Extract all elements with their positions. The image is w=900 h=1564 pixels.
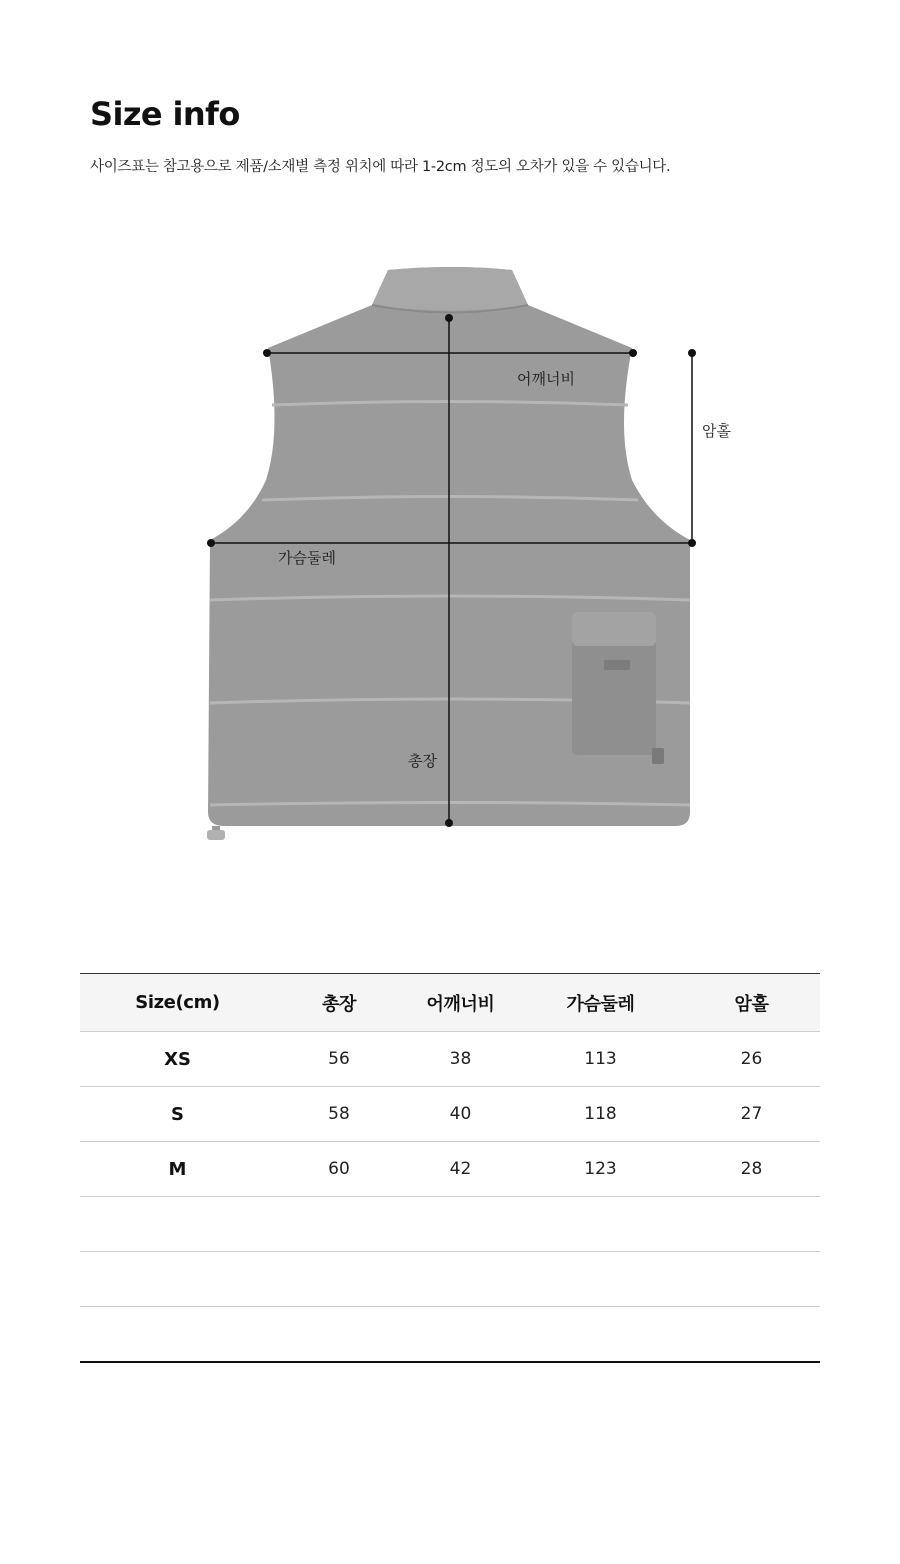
table-row xyxy=(80,1307,820,1363)
table-cell xyxy=(403,1197,518,1252)
table-cell xyxy=(518,1252,683,1307)
chest-label: 가슴둘레 xyxy=(278,549,336,567)
table-cell: 60 xyxy=(275,1142,403,1197)
table-cell xyxy=(275,1252,403,1307)
table-cell: 28 xyxy=(683,1142,820,1197)
table-row xyxy=(80,1032,820,1087)
table-cell: 27 xyxy=(683,1087,820,1142)
table-cell: 113 xyxy=(518,1032,683,1087)
size-cell: M xyxy=(80,1142,275,1197)
table-cell: 40 xyxy=(403,1087,518,1142)
table-cell: 58 xyxy=(275,1087,403,1142)
table-cell xyxy=(683,1307,820,1363)
table-cell: 56 xyxy=(275,1032,403,1087)
column-header: 어깨너비 xyxy=(403,974,518,1032)
table-cell xyxy=(518,1197,683,1252)
shoulder-right-dot xyxy=(629,349,637,357)
table-cell xyxy=(275,1197,403,1252)
table-cell xyxy=(403,1307,518,1363)
size-cell: XS xyxy=(80,1032,275,1087)
shoulder-left-dot xyxy=(263,349,271,357)
size-notice: 사이즈표는 참고용으로 제품/소재별 측정 위치에 따라 1-2cm 정도의 오차가 있을 수 있습니다. xyxy=(90,159,671,175)
table-cell xyxy=(275,1307,403,1363)
size-cell xyxy=(80,1197,275,1252)
table-row xyxy=(80,1087,820,1142)
table-row xyxy=(80,1252,820,1307)
table-cell xyxy=(518,1307,683,1363)
table-cell xyxy=(683,1197,820,1252)
chest-right-dot xyxy=(688,539,696,547)
column-header: 총장 xyxy=(275,974,403,1032)
table-cell: 38 xyxy=(403,1032,518,1087)
size-cell xyxy=(80,1252,275,1307)
column-header: Size(cm) xyxy=(80,974,275,1032)
shoulder-label: 어깨너비 xyxy=(517,370,575,388)
vest-pocket xyxy=(572,612,664,764)
vest-collar-shape xyxy=(372,267,528,311)
size-cell: S xyxy=(80,1087,275,1142)
table-cell: 118 xyxy=(518,1087,683,1142)
size-cell xyxy=(80,1307,275,1363)
column-header: 가슴둘레 xyxy=(518,974,683,1032)
length-bottom-dot xyxy=(445,819,453,827)
column-header: 암홀 xyxy=(683,974,820,1032)
table-cell: 42 xyxy=(403,1142,518,1197)
drawcord-toggle xyxy=(207,826,225,840)
table-cell: 26 xyxy=(683,1032,820,1087)
armhole-top-dot xyxy=(688,349,696,357)
armhole-label: 암홀 xyxy=(702,422,731,440)
table-header-row xyxy=(80,974,820,1032)
table-row xyxy=(80,1197,820,1252)
length-label: 총장 xyxy=(408,752,437,770)
table-row xyxy=(80,1142,820,1197)
table-cell xyxy=(683,1252,820,1307)
size-table xyxy=(80,973,820,1363)
length-top-dot xyxy=(445,314,453,322)
table-cell xyxy=(403,1252,518,1307)
chest-left-dot xyxy=(207,539,215,547)
table-cell: 123 xyxy=(518,1142,683,1197)
page-title: Size info xyxy=(90,95,240,133)
